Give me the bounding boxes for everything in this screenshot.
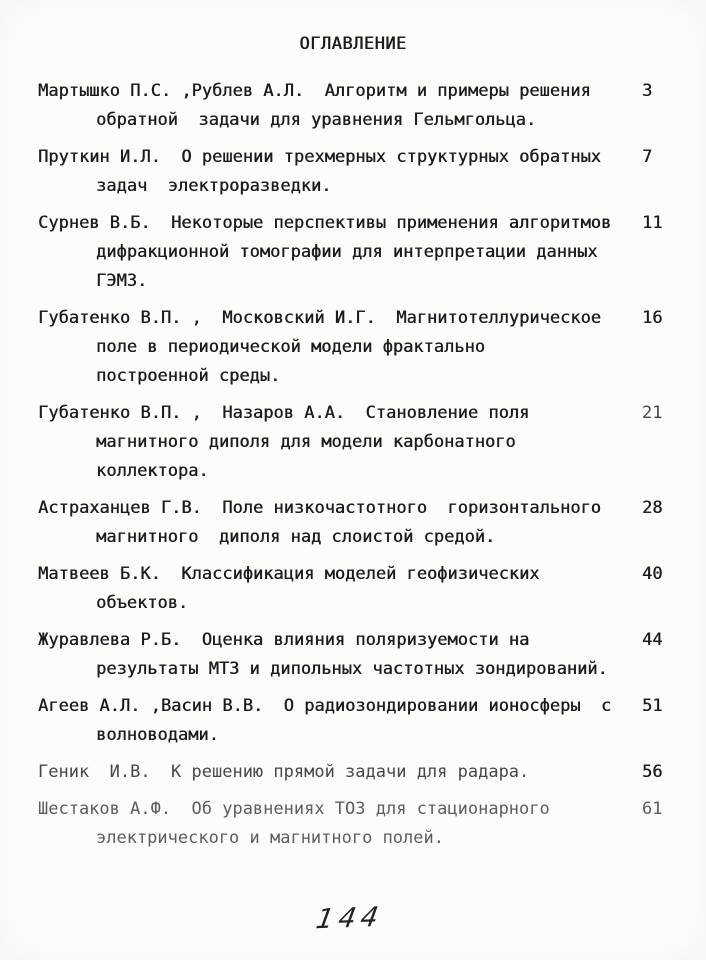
toc-entry-text (38, 494, 616, 552)
toc-entry-page: 40 (642, 564, 663, 584)
toc-entry-line: магнитного диполя над слоистой средой. (96, 527, 496, 547)
toc-entry-text (38, 692, 616, 750)
toc-entry-line: Пруткин И.Л. О решении трехмерных структурных обратных (38, 147, 601, 167)
toc-entry-text (38, 77, 616, 135)
toc-entry (38, 399, 668, 486)
toc-entry-line: задач электроразведки. (96, 176, 332, 196)
toc-entry-line: Агеев А.Л. ,Васин В.В. О радиозондировании ионосферы с (38, 696, 612, 716)
toc-entry-line: Сурнев В.Б. Некоторые перспективы применения алгоритмов (38, 213, 612, 233)
toc-entry-page: 3 (642, 81, 653, 101)
toc-entry (38, 209, 668, 296)
toc-entry-text (38, 758, 616, 787)
toc-entry (38, 692, 668, 750)
handwritten-page-number: 144 (313, 901, 386, 936)
toc-entry-page: 61 (642, 799, 663, 819)
toc-entry-line: дифракционной томографии для интерпретации данных (96, 242, 598, 262)
toc-entry-line: Астраханцев Г.В. Поле низкочастотного горизонтального (38, 498, 601, 518)
toc-entry-line: Мартышко П.С. ,Рублев А.Л. Алгоритм и примеры решения (38, 81, 591, 101)
toc-entry-text (38, 626, 616, 684)
toc-entry-line: объектов. (96, 593, 189, 613)
toc-entry (38, 758, 668, 787)
toc-entry-line: Матвеев Б.К. Классификация моделей геофизических (38, 564, 540, 584)
toc-entry-text (38, 795, 616, 853)
toc-entry-text (38, 399, 616, 486)
toc-entry (38, 304, 668, 391)
toc-entry-line: магнитного диполя для модели карбонатного (96, 432, 516, 452)
toc-entry-text (38, 560, 616, 618)
toc-entry-page: 16 (642, 308, 663, 328)
toc-entry-line: Губатенко В.П. , Московский И.Г. Магнитотеллурическое (38, 308, 601, 328)
toc-entry-page: 7 (642, 147, 653, 167)
toc-entry (38, 560, 668, 618)
toc-entry-line: коллектора. (96, 461, 209, 481)
toc-entry-line: Журавлева Р.Б. Оценка влияния поляризуемости на (38, 630, 530, 650)
toc-entry-text (38, 304, 616, 391)
toc-entry-page: 11 (642, 213, 663, 233)
toc-entry (38, 77, 668, 135)
toc-entry (38, 143, 668, 201)
page-title: ОГЛАВЛЕНИЕ (299, 34, 407, 54)
toc-entry-page: 56 (642, 762, 663, 782)
toc-entry-line: Губатенко В.П. , Назаров А.А. Становление поля (38, 403, 530, 423)
toc-entry (38, 795, 668, 853)
toc-entry-line: Шестаков А.Ф. Об уравнениях ТОЗ для стационарного (38, 799, 550, 819)
toc-entry-page: 44 (642, 630, 663, 650)
toc-entry-page: 28 (642, 498, 663, 518)
toc-entry-line: поле в периодической модели фрактально (96, 337, 485, 357)
toc-entry-line: построенной среды. (96, 366, 281, 386)
toc-entry-line: обратной задачи для уравнения Гельмгольца. (96, 110, 537, 130)
toc-entry-line: волноводами. (96, 725, 219, 745)
toc-entry-line: ГЭМЗ. (96, 271, 148, 291)
toc-entry (38, 494, 668, 552)
toc-entry (38, 626, 668, 684)
toc-entry-line: Геник И.В. К решению прямой задачи для радара. (38, 762, 530, 782)
toc-entry-text (38, 143, 616, 201)
toc-entry-line: электрического и магнитного полей. (96, 828, 444, 848)
toc-entry-text (38, 209, 616, 296)
toc-entry-page: 21 (642, 403, 663, 423)
toc-entry-page: 51 (642, 696, 663, 716)
toc-entry-line: результаты МТЗ и дипольных частотных зондирований. (96, 659, 608, 679)
